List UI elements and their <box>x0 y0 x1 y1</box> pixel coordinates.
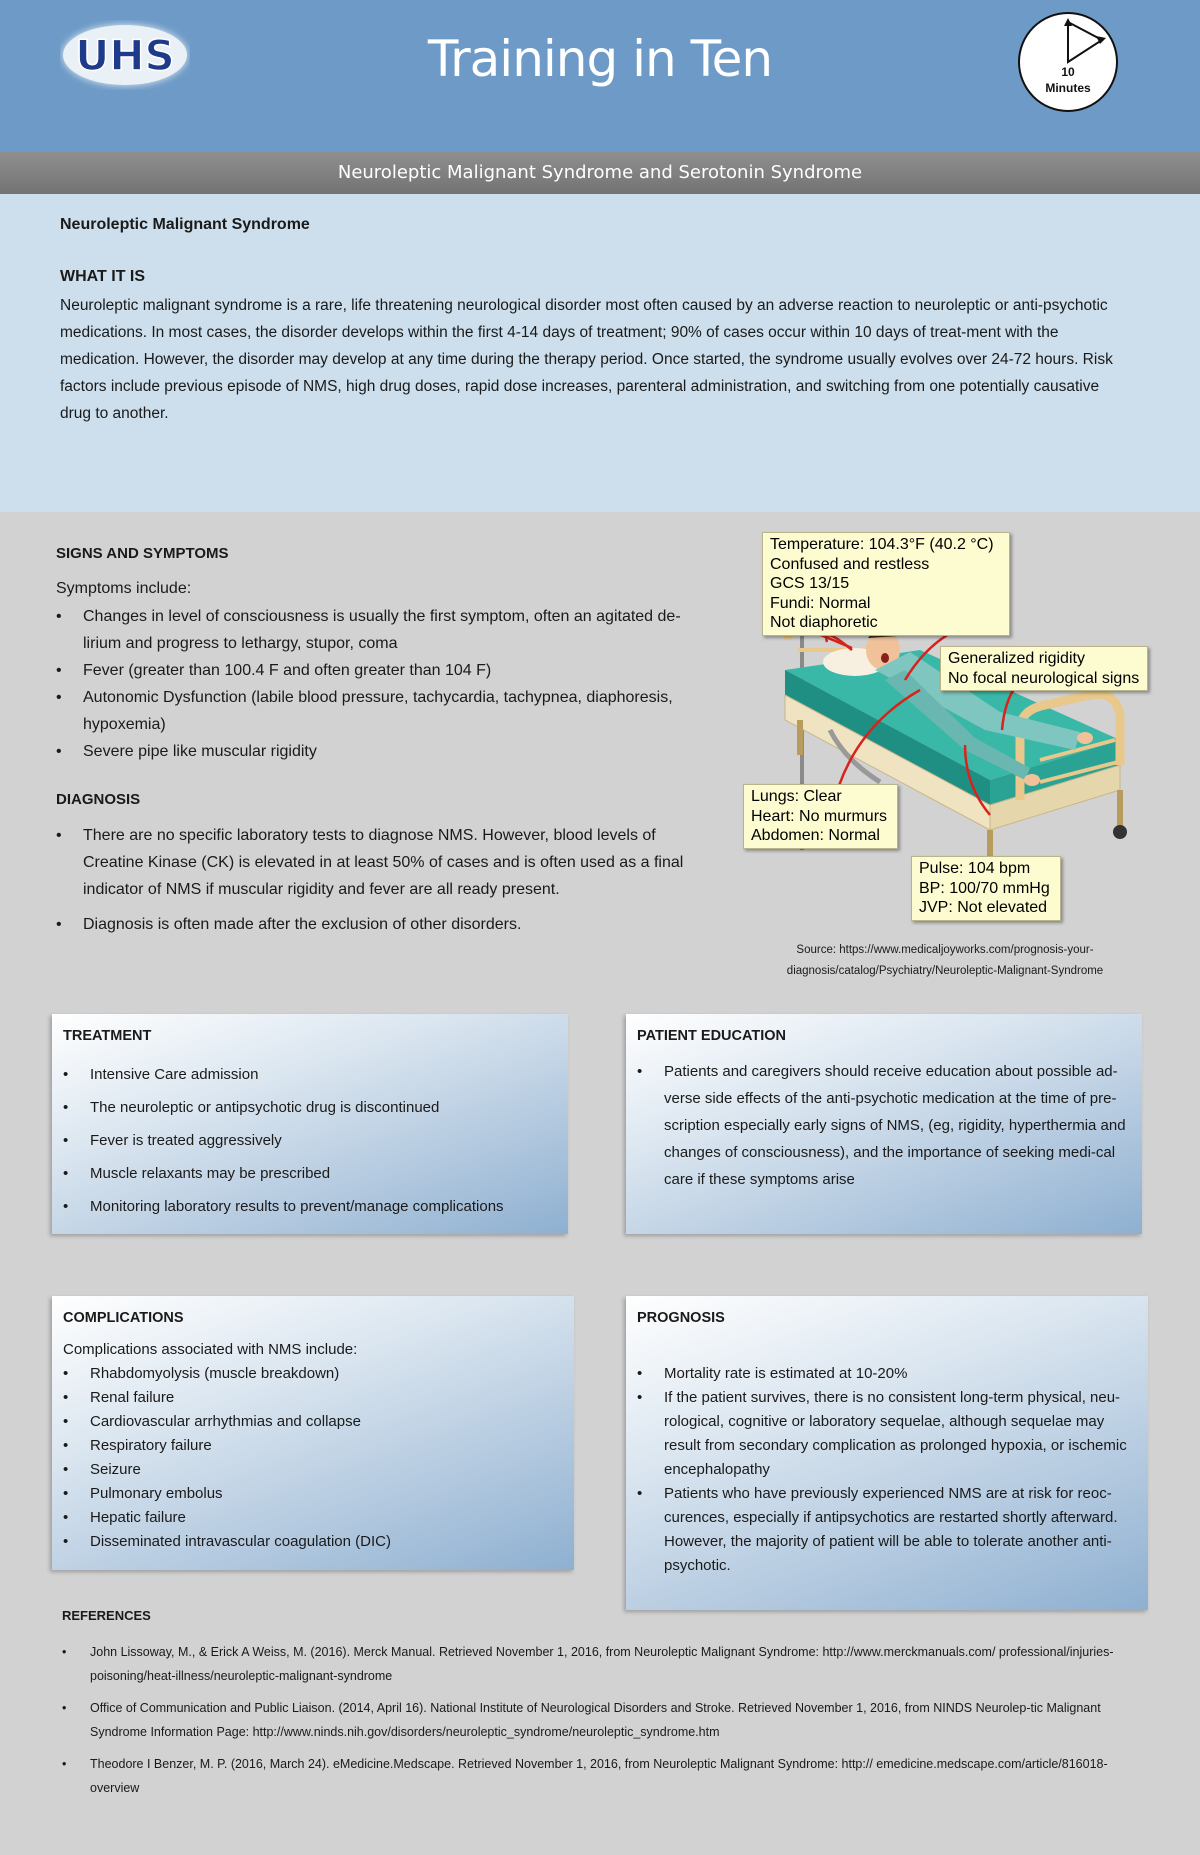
header-banner <box>0 0 1200 152</box>
rigidity-callout <box>940 646 1148 691</box>
list-item: • Disseminated intravascular coagulation (DIC) <box>63 1530 563 1554</box>
page-title: Training in Ten <box>427 30 773 88</box>
complications-list <box>63 1362 563 1554</box>
list-item: • Monitoring laboratory results to prevent/manage complications <box>63 1190 553 1223</box>
list-item: • Cardiovascular arrhythmias and collapse <box>63 1410 563 1434</box>
reference-item: • Office of Communication and Public Liaison. (2014, April 16). National Institute of Neurological Disorders and Stroke. Retrieved November 1, 2016, from NINDS Neurolep-tic Malignant Syndrome Information Page: http://www.ninds.nih.gov/disorders/neuroleptic_syndrome/neuroleptic_syndrome.htm <box>62 1696 1152 1744</box>
list-item: • Changes in level of consciousness is usually the first symptom, often an agitated de-lirium and progress to lethargy, stupor, coma <box>56 603 706 657</box>
list-item: • The neuroleptic or antipsychotic drug is discontinued <box>63 1091 553 1124</box>
callout-line: Not diaphoretic <box>770 614 878 631</box>
what-it-is-text: Neuroleptic malignant syndrome is a rare, life threatening neurological disorder most often caused by an adverse reaction to neuroleptic or anti-psychotic medications. In most cases, the disorder develops within the first 4-14 days of treatment; 90% of cases occur within 10 days of treat-ment with the medication. However, the disorder may develop at any time during the therapy period. Once started, the syndrome usually evolves over 24-72 hours. Risk factors include previous episode of NMS, high drug doses, rapid dose increases, parenteral administration, and switching from one potentially causative drug to another. <box>60 297 1113 422</box>
list-item: • Patients and caregivers should receive education about possible ad-verse side effects of the anti-psychotic medication at the time of pre-scription especially early signs of NMS, (eg, rigidity, hyperthermia and changes of consciousness), and the importance of seeking medi-cal care if these symptoms arise <box>637 1058 1127 1193</box>
treatment-box <box>52 1014 568 1234</box>
list-item: • Rhabdomyolysis (muscle breakdown) <box>63 1362 563 1386</box>
prognosis-heading: PROGNOSIS <box>637 1310 725 1326</box>
illustration-source: Source: https://www.medicaljoyworks.com/prognosis-your-diagnosis/catalog/Psychiatry/Neuroleptic-Malignant-Syndrome <box>786 944 1104 977</box>
list-item: • Seizure <box>63 1458 563 1482</box>
vitals-callout <box>762 532 1010 636</box>
clock-unit: Minutes <box>1045 81 1091 95</box>
references-heading: REFERENCES <box>62 1608 151 1623</box>
subtitle-bar <box>0 152 1200 194</box>
reference-item: • Theodore I Benzer, M. P. (2016, March 24). eMedicine.Medscape. Retrieved November 1, 2016, from Neuroleptic Malignant Syndrome: http:// emedicine.medscape.com/article/816018-overview <box>62 1752 1152 1800</box>
prognosis-list <box>637 1362 1137 1578</box>
pulse-callout <box>911 856 1061 921</box>
list-item: • Fever (greater than 100.4 F and often greater than 104 F) <box>56 657 706 684</box>
clock-label <box>1016 64 1120 96</box>
callout-line: Lungs: Clear <box>751 788 842 805</box>
diagnosis-list <box>56 822 706 938</box>
education-list <box>637 1058 1127 1193</box>
clock-icon <box>1016 10 1120 114</box>
signs-heading: SIGNS AND SYMPTOMS <box>56 545 229 562</box>
treatment-heading: TREATMENT <box>63 1028 152 1044</box>
complications-heading: COMPLICATIONS <box>63 1310 184 1326</box>
complications-lead: Complications associated with NMS include: <box>63 1341 358 1358</box>
callout-line: Pulse: 104 bpm <box>919 860 1031 877</box>
list-item: • Renal failure <box>63 1386 563 1410</box>
list-item: • If the patient survives, there is no consistent long-term physical, neu-rological, cognitive or laboratory sequelae, although sequelae may result from secondary complication as prolonged hypoxia, or ischemic encephalopathy <box>637 1386 1137 1482</box>
callout-line: JVP: Not elevated <box>919 899 1048 916</box>
callout-line: BP: 100/70 mmHg <box>919 879 1050 897</box>
list-item: • Fever is treated aggressively <box>63 1124 553 1157</box>
callout-line: GCS 13/15 <box>770 575 850 592</box>
signs-lead: Symptoms include: <box>56 580 192 597</box>
list-item: • Diagnosis is often made after the exclusion of other disorders. <box>56 911 706 938</box>
list-item: • Mortality rate is estimated at 10-20% <box>637 1362 1137 1386</box>
list-item: • Muscle relaxants may be prescribed <box>63 1157 553 1190</box>
treatment-list <box>63 1058 553 1223</box>
intro-section <box>0 194 1200 512</box>
list-item: • Severe pipe like muscular rigidity <box>56 738 706 765</box>
page-subtitle: Neuroleptic Malignant Syndrome and Serotonin Syndrome <box>337 162 863 183</box>
diagnosis-heading: DIAGNOSIS <box>56 791 141 808</box>
callout-line: Heart: No murmurs <box>751 807 888 825</box>
signs-list <box>56 603 706 765</box>
callout-line: Fundi: Normal <box>770 594 871 612</box>
list-item: • Respiratory failure <box>63 1434 563 1458</box>
complications-box <box>52 1296 574 1570</box>
list-item: • Patients who have previously experienced NMS are at risk for reoc-curences, especially if antipsychotics are restarted shortly afterward. However, the majority of patient will be able to tolerate another anti-psychotic. <box>637 1482 1137 1578</box>
callout-line: Generalized rigidity <box>948 650 1085 667</box>
callout-line: Temperature: 104.3°F (40.2 °C) <box>770 536 994 553</box>
list-item: • Autonomic Dysfunction (labile blood pressure, tachycardia, tachypnea, diaphoresis, hypoxemia) <box>56 684 706 738</box>
nms-heading: Neuroleptic Malignant Syndrome <box>60 216 310 233</box>
reference-item: • John Lissoway, M., & Erick A Weiss, M. (2016). Merck Manual. Retrieved November 1, 2016, from Neuroleptic Malignant Syndrome: http://www.merckmanuals.com/ professional/injuries-poisoning/heat-illness/neuroleptic-malignant-syndrome <box>62 1640 1152 1688</box>
prognosis-box <box>626 1296 1148 1610</box>
list-item: • Pulmonary embolus <box>63 1482 563 1506</box>
patient-education-box <box>626 1014 1142 1234</box>
callout-line: Abdomen: Normal <box>751 827 880 844</box>
what-it-is-heading: WHAT IT IS <box>60 268 146 285</box>
logo-text: UHS <box>75 31 175 80</box>
list-item: • Intensive Care admission <box>63 1058 553 1091</box>
callout-line: Confused and restless <box>770 555 930 573</box>
clock-number: 10 <box>1061 65 1075 79</box>
education-heading: PATIENT EDUCATION <box>637 1028 787 1044</box>
callout-line: No focal neurological signs <box>948 669 1140 687</box>
list-item: • Hepatic failure <box>63 1506 563 1530</box>
list-item: • There are no specific laboratory tests to diagnose NMS. However, blood levels of Creatine Kinase (CK) is elevated in at least 50% of cases and is often used as a final indicator of NMS if muscular rigidity and fever are all ready present. <box>56 822 706 903</box>
references-list <box>62 1640 1152 1808</box>
exam-callout <box>743 784 898 849</box>
